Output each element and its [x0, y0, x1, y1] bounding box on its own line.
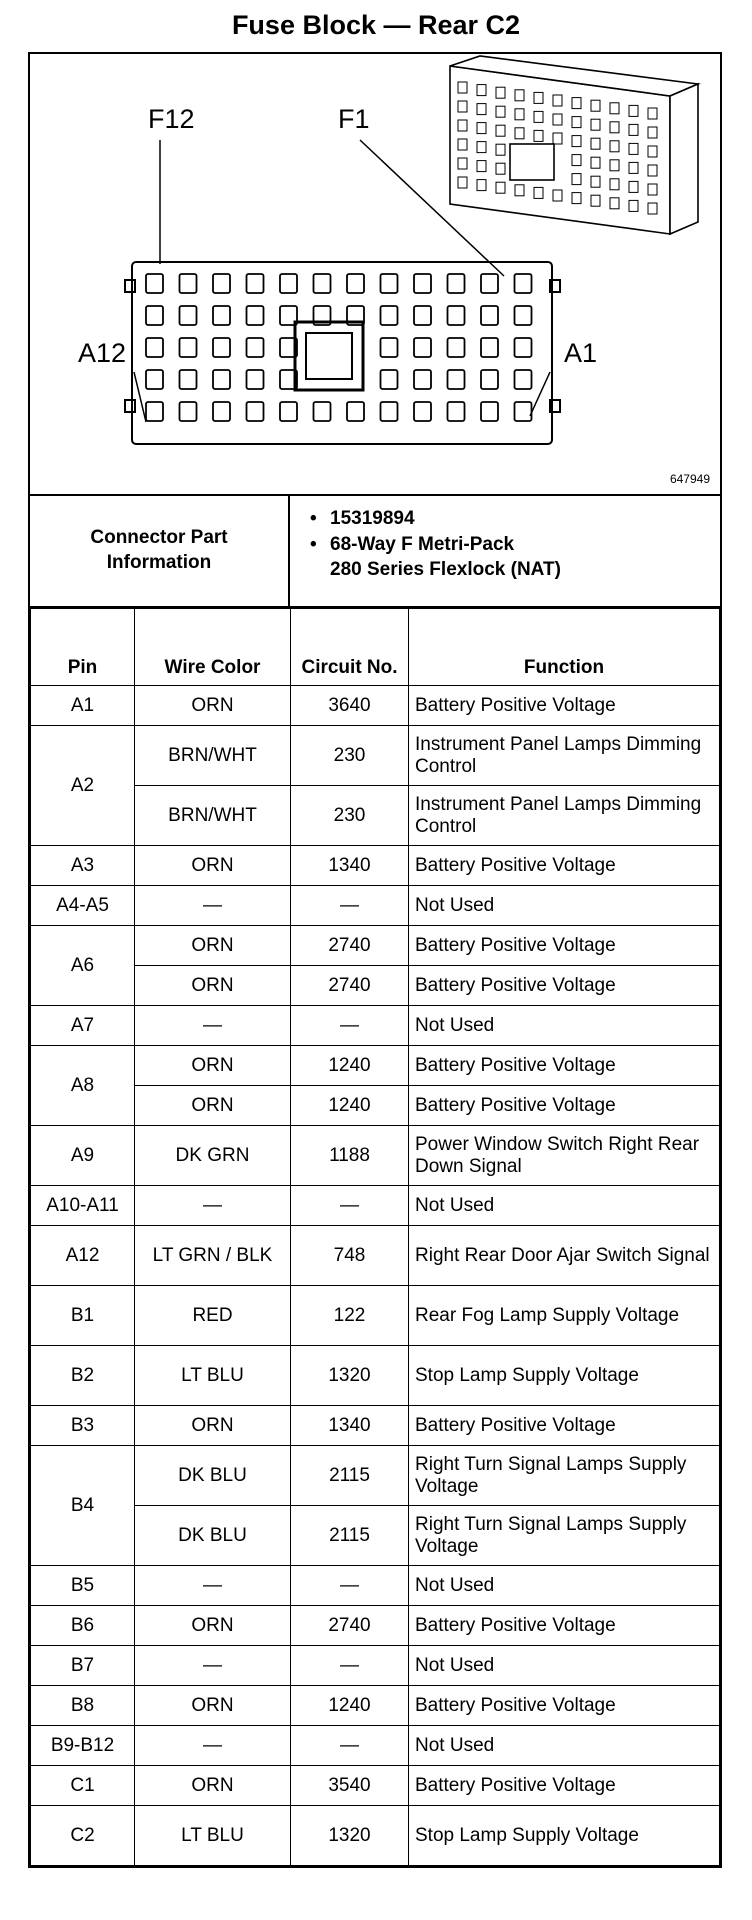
pin-cell: C2	[31, 1806, 135, 1866]
table-row	[31, 786, 720, 846]
cavity	[481, 402, 498, 421]
wire-color-cell: ORN	[135, 926, 291, 966]
cavity	[180, 274, 197, 293]
connector-isometric-view	[450, 56, 698, 234]
pin-cell: A10-A11	[31, 1186, 135, 1226]
cavity	[314, 274, 331, 293]
table-row	[31, 1006, 720, 1046]
function-cell: Right Rear Door Ajar Switch Signal	[409, 1226, 720, 1286]
table-row	[31, 726, 720, 786]
cavity	[247, 402, 264, 421]
circuit-cell: 2740	[291, 966, 409, 1006]
table-row	[31, 1406, 720, 1446]
function-cell: Rear Fog Lamp Supply Voltage	[409, 1286, 720, 1346]
cavity	[314, 402, 331, 421]
table-row	[31, 1806, 720, 1866]
wire-color-cell: DK GRN	[135, 1126, 291, 1186]
header-pin: Pin	[31, 609, 135, 686]
connector-drawing	[30, 54, 720, 494]
pin-cell: A1	[31, 686, 135, 726]
pin-cell: A7	[31, 1006, 135, 1046]
function-cell: Instrument Panel Lamps Dimming Control	[409, 786, 720, 846]
function-cell: Not Used	[409, 1646, 720, 1686]
cavity	[146, 338, 163, 357]
cavity	[414, 306, 431, 325]
left-latch-bottom	[125, 400, 135, 412]
wire-color-cell: ORN	[135, 686, 291, 726]
table-row	[31, 1726, 720, 1766]
wire-color-cell: DK BLU	[135, 1506, 291, 1566]
circuit-cell: —	[291, 1646, 409, 1686]
connector-diagram	[30, 54, 720, 496]
callout-f1: F1	[338, 104, 370, 134]
cavity	[180, 402, 197, 421]
wire-color-cell: ORN	[135, 1686, 291, 1726]
circuit-cell: 1340	[291, 846, 409, 886]
pin-cell: A3	[31, 846, 135, 886]
circuit-cell: 1240	[291, 1046, 409, 1086]
cavity	[381, 306, 398, 325]
cavity	[448, 402, 465, 421]
cavity	[180, 370, 197, 389]
circuit-cell: 1340	[291, 1406, 409, 1446]
wire-color-cell: —	[135, 1646, 291, 1686]
left-latch-top	[125, 280, 135, 292]
iso-side	[670, 84, 698, 234]
figure-id: 647949	[669, 472, 710, 486]
cavity	[347, 402, 364, 421]
function-cell: Battery Positive Voltage	[409, 1046, 720, 1086]
a1-leader	[530, 372, 550, 416]
function-cell: Not Used	[409, 1186, 720, 1226]
pin-cell: A2	[31, 726, 135, 846]
function-cell: Battery Positive Voltage	[409, 1406, 720, 1446]
wire-color-cell: LT GRN / BLK	[135, 1226, 291, 1286]
cavity	[146, 274, 163, 293]
table-row	[31, 1766, 720, 1806]
cavity	[146, 370, 163, 389]
function-cell: Battery Positive Voltage	[409, 846, 720, 886]
pin-cell: B6	[31, 1606, 135, 1646]
table-row	[31, 1186, 720, 1226]
circuit-cell: 748	[291, 1226, 409, 1286]
cavity	[515, 370, 532, 389]
pin-cell: A6	[31, 926, 135, 1006]
callout-a1: A1	[564, 338, 598, 368]
cavity	[381, 274, 398, 293]
cavity	[481, 370, 498, 389]
function-cell: Battery Positive Voltage	[409, 1086, 720, 1126]
cavity	[213, 274, 230, 293]
table-row	[31, 1506, 720, 1566]
table-row	[31, 1346, 720, 1406]
page-title: Fuse Block — Rear C2	[231, 10, 521, 40]
cavity-grid	[146, 274, 532, 421]
cavity	[247, 370, 264, 389]
cavity	[213, 370, 230, 389]
table-row	[31, 1286, 720, 1346]
wire-color-cell: —	[135, 1566, 291, 1606]
header-function: Function	[409, 609, 720, 686]
circuit-cell: —	[291, 1566, 409, 1606]
table-row	[31, 1046, 720, 1086]
function-cell: Not Used	[409, 886, 720, 926]
circuit-cell: 3540	[291, 1766, 409, 1806]
function-cell: Battery Positive Voltage	[409, 1606, 720, 1646]
circuit-cell: 230	[291, 726, 409, 786]
header-wire-color: Wire Color	[135, 609, 291, 686]
function-cell: Power Window Switch Right Rear Down Signal	[409, 1126, 720, 1186]
cavity	[247, 306, 264, 325]
table-row	[31, 886, 720, 926]
table-row	[31, 926, 720, 966]
cavity	[146, 306, 163, 325]
function-cell: Not Used	[409, 1566, 720, 1606]
pin-cell: A12	[31, 1226, 135, 1286]
cavity	[448, 338, 465, 357]
connector-type: • 68-Way F Metri-Pack	[310, 532, 720, 558]
cavity	[481, 274, 498, 293]
cavity	[448, 274, 465, 293]
header-circuit-no: Circuit No.	[291, 609, 409, 686]
circuit-cell: —	[291, 1186, 409, 1226]
callout-a12: A12	[78, 338, 127, 368]
cavity	[448, 306, 465, 325]
table-row	[31, 966, 720, 1006]
cavity	[213, 306, 230, 325]
wire-color-cell: ORN	[135, 1766, 291, 1806]
a12-leader	[134, 372, 146, 422]
cavity	[414, 370, 431, 389]
function-cell: Instrument Panel Lamps Dimming Control	[409, 726, 720, 786]
table-row	[31, 1446, 720, 1506]
cavity	[381, 370, 398, 389]
circuit-cell: 3640	[291, 686, 409, 726]
pin-cell: A8	[31, 1046, 135, 1126]
cavity	[280, 274, 297, 293]
connector-series: 280 Series Flexlock (NAT)	[330, 559, 561, 581]
cavity	[213, 402, 230, 421]
connector-part-label: Connector Part Information	[30, 496, 290, 606]
table-row	[31, 1646, 720, 1686]
function-cell: Battery Positive Voltage	[409, 1766, 720, 1806]
wire-color-cell: ORN	[135, 846, 291, 886]
connector-info-section	[30, 496, 720, 608]
circuit-cell: —	[291, 1726, 409, 1766]
wire-color-cell: —	[135, 1726, 291, 1766]
wire-color-cell: RED	[135, 1286, 291, 1346]
cavity	[414, 338, 431, 357]
wire-color-cell: LT BLU	[135, 1806, 291, 1866]
center-lock-inner	[306, 333, 352, 379]
table-row	[31, 1226, 720, 1286]
cavity	[247, 338, 264, 357]
wire-color-cell: BRN/WHT	[135, 726, 291, 786]
function-cell: Not Used	[409, 1726, 720, 1766]
circuit-cell: 1188	[291, 1126, 409, 1186]
circuit-cell: 2740	[291, 1606, 409, 1646]
pin-cell: B5	[31, 1566, 135, 1606]
wire-color-cell: —	[135, 886, 291, 926]
pin-cell: A9	[31, 1126, 135, 1186]
table-row	[31, 1606, 720, 1646]
function-cell: Not Used	[409, 1006, 720, 1046]
table-row	[31, 1126, 720, 1186]
function-cell: Stop Lamp Supply Voltage	[409, 1806, 720, 1866]
function-cell: Right Turn Signal Lamps Supply Voltage	[409, 1446, 720, 1506]
circuit-cell: 230	[291, 786, 409, 846]
cavity	[481, 338, 498, 357]
circuit-cell: 2740	[291, 926, 409, 966]
circuit-cell: 122	[291, 1286, 409, 1346]
circuit-cell: 1240	[291, 1086, 409, 1126]
function-cell: Battery Positive Voltage	[409, 686, 720, 726]
cavity	[515, 306, 532, 325]
pin-cell: B9-B12	[31, 1726, 135, 1766]
cavity	[515, 274, 532, 293]
wire-color-cell: ORN	[135, 1406, 291, 1446]
pin-cell: A4-A5	[31, 886, 135, 926]
circuit-cell: 1320	[291, 1346, 409, 1406]
cavity	[414, 274, 431, 293]
connector-face	[125, 262, 560, 444]
wire-color-cell: ORN	[135, 1606, 291, 1646]
cavity	[146, 402, 163, 421]
pinout-rows	[31, 686, 720, 1866]
pin-cell: B7	[31, 1646, 135, 1686]
circuit-cell: 2115	[291, 1446, 409, 1506]
function-cell: Battery Positive Voltage	[409, 926, 720, 966]
circuit-cell: —	[291, 886, 409, 926]
pin-cell: B1	[31, 1286, 135, 1346]
cavity	[347, 274, 364, 293]
table-row	[31, 1566, 720, 1606]
wire-color-cell: LT BLU	[135, 1346, 291, 1406]
cavity	[180, 338, 197, 357]
table-row	[31, 686, 720, 726]
circuit-cell: 1240	[291, 1686, 409, 1726]
cavity	[515, 402, 532, 421]
pin-cell: B4	[31, 1446, 135, 1566]
iso-lock	[510, 144, 554, 180]
part-number: • 15319894	[310, 506, 720, 532]
pin-cell: B2	[31, 1346, 135, 1406]
cavity	[381, 402, 398, 421]
wire-color-cell: DK BLU	[135, 1446, 291, 1506]
pinout-table	[30, 608, 720, 1866]
cavity	[213, 338, 230, 357]
cavity	[414, 402, 431, 421]
connector-body	[132, 262, 552, 444]
cavity	[481, 306, 498, 325]
circuit-cell: 2115	[291, 1506, 409, 1566]
wire-color-cell: BRN/WHT	[135, 786, 291, 846]
wire-color-cell: —	[135, 1006, 291, 1046]
cavity	[448, 370, 465, 389]
circuit-cell: —	[291, 1006, 409, 1046]
pin-cell: B3	[31, 1406, 135, 1446]
cavity	[247, 274, 264, 293]
cavity	[280, 402, 297, 421]
function-cell: Battery Positive Voltage	[409, 1686, 720, 1726]
wire-color-cell: ORN	[135, 1046, 291, 1086]
circuit-cell: 1320	[291, 1806, 409, 1866]
cavity	[515, 338, 532, 357]
table-row	[31, 1686, 720, 1726]
wire-color-cell: ORN	[135, 1086, 291, 1126]
connector-frame	[28, 52, 722, 1868]
connector-part-details	[290, 496, 720, 606]
callout-f12: F12	[148, 104, 195, 134]
function-cell: Right Turn Signal Lamps Supply Voltage	[409, 1506, 720, 1566]
cavity	[180, 306, 197, 325]
table-row	[31, 1086, 720, 1126]
wire-color-cell: —	[135, 1186, 291, 1226]
pin-cell: C1	[31, 1766, 135, 1806]
function-cell: Battery Positive Voltage	[409, 966, 720, 1006]
cavity	[381, 338, 398, 357]
table-row	[31, 846, 720, 886]
wire-color-cell: ORN	[135, 966, 291, 1006]
pin-cell: B8	[31, 1686, 135, 1726]
function-cell: Stop Lamp Supply Voltage	[409, 1346, 720, 1406]
